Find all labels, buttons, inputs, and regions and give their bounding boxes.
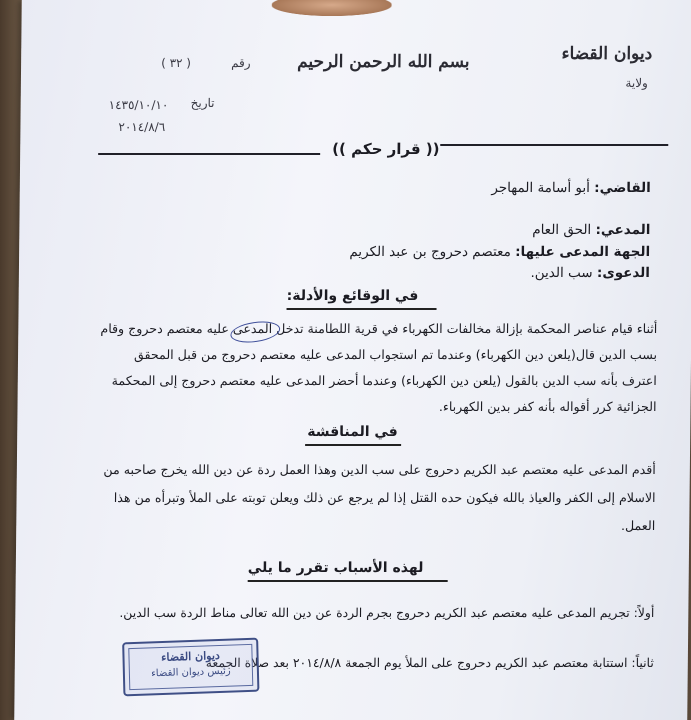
court-logo-subtext: ولاية — [625, 76, 648, 90]
finger-photo-artifact — [272, 0, 392, 16]
title-rule-left — [98, 153, 320, 155]
judge-value: أبو أسامة المهاجر — [491, 180, 590, 196]
stamp-line-2: رئيس ديوان القضاء — [150, 665, 231, 680]
defendant-label: الجهة المدعى عليها: — [515, 244, 651, 260]
facts-paragraph: أثناء قيام عناصر المحكمة بإزالة مخالفات الكهرباء في قرية اللطامنة تدخل المدعى عليه معتصم دحروج وقام بسب الدين قال(يلعن دين الكهرباء) وعندما تم استجواب المدعى عليه معتصم دحروج من قبل المحقق اعترف بأنه سب الدين بالقول (يلعن دين الكهرباء) وعندما أحضر المدعى عليه معتصم دحروج إلى المحكمة الجزائية كرر أقواله بأنه كفر بدين الكهرباء. — [100, 321, 658, 414]
title-rule-right — [440, 144, 668, 146]
basmala: بسم الله الرحمن الرحيم — [297, 52, 470, 72]
court-logo-text: ديوان القضاء — [561, 44, 653, 64]
ruling-heading-underline — [248, 580, 448, 582]
case-row — [530, 265, 650, 281]
defendant-value: معتصم دحروج بن عبد الكريم — [349, 244, 511, 260]
ruling-heading: لهذه الأسباب تقرر ما يلي — [247, 560, 424, 576]
document-title: (( قرار حكم )) — [332, 140, 440, 158]
date-label: تاريخ — [190, 96, 215, 110]
date-hijri: ١٤٣٥/١٠/١٠ — [108, 98, 169, 112]
facts-heading-underline — [287, 308, 437, 310]
case-label: الدعوى: — [596, 265, 650, 281]
defendant-row — [349, 244, 650, 260]
number-value: ( ٣٢ ) — [161, 56, 192, 70]
ruling-item-1: أولاً: تجريم المدعى عليه معتصم عبد الكريم دحروج بجرم الردة عن دين الله تعالى مناط الردة سب الدين. — [119, 605, 655, 620]
plaintiff-row — [532, 222, 650, 238]
court-stamp — [122, 638, 259, 697]
number-label: رقم — [231, 56, 251, 70]
discussion-heading-underline — [305, 444, 401, 446]
document-sheet — [14, 0, 691, 720]
facts-heading: في الوقائع والأدلة: — [286, 288, 419, 304]
discussion-paragraph: أقدم المدعى عليه معتصم عبد الكريم دحروج على سب الدين وهذا العمل ردة عن دين الله يخرج صاحبه من الاسلام إلى الكفر والعياذ بالله فيكون حده القتل إذا لم يرجع عن ذلك ويعلن توبته على الملأ وتبرأه من هذا العمل. — [103, 462, 656, 533]
ruling-item-2: ثانياً: استتابة معتصم عبد الكريم دحروج على الملأ يوم الجمعة ٢٠١٤/٨/٨ بعد صلاة الجمعة — [205, 655, 654, 670]
case-value: سب الدين. — [530, 265, 593, 281]
judge-label: القاضي: — [594, 180, 651, 196]
plaintiff-value: الحق العام — [532, 222, 592, 238]
date-gregorian: ٢٠١٤/٨/٦ — [118, 120, 166, 134]
stamp-line-1: ديوان القضاء — [161, 648, 221, 665]
discussion-heading: في المناقشة — [307, 424, 398, 440]
plaintiff-label: المدعي: — [595, 222, 651, 238]
judge-row — [491, 180, 651, 196]
